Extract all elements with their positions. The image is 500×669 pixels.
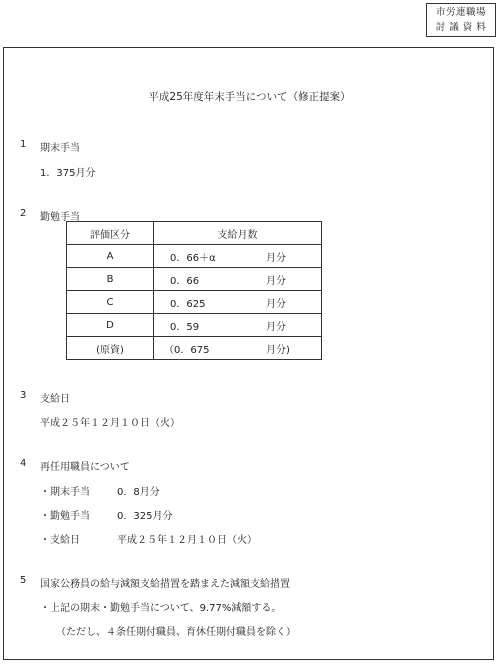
reemployed-item-3-label: ・支給日 — [40, 535, 80, 546]
section-3-body: 平成２５年１２月１０日（火） — [40, 418, 180, 429]
section-4-number: 4 — [20, 458, 27, 469]
reemployed-item-3-value: 平成２５年１２月１０日（火） — [117, 535, 257, 546]
reemployed-item-1-value: 0．8月分 — [117, 487, 160, 498]
reduction-line-1: ・上記の期末・勤勉手当について、9.77%減額する。 — [40, 603, 282, 614]
grade-cell: A — [67, 245, 154, 268]
section-1-body: 1．375月分 — [40, 168, 96, 179]
table-row — [67, 245, 322, 268]
months-value: 0．66＋α — [170, 252, 216, 264]
section-2-heading: 勤勉手当 — [40, 212, 80, 223]
reemployed-item-1-label: ・期末手当 — [40, 487, 90, 498]
months-value: 0．625 — [170, 298, 206, 310]
discussion-material-stamp — [426, 3, 496, 37]
section-5-number: 5 — [20, 575, 27, 586]
section-1-heading: 期末手当 — [40, 143, 80, 154]
months-cell — [154, 291, 322, 314]
months-cell — [154, 337, 322, 360]
table-row — [67, 337, 322, 360]
months-value: 0．59 — [170, 321, 200, 333]
table-row — [67, 268, 322, 291]
table-row — [67, 314, 322, 337]
months-unit: 月分 — [266, 321, 286, 333]
grade-cell: D — [67, 314, 154, 337]
document-title: 平成25年度年末手当について（修正提案） — [148, 91, 351, 103]
stamp-line-1: 市労連職場 — [435, 7, 486, 18]
reduction-line-2: （ただし、４条任期付職員、育休任期付職員を除く） — [56, 627, 296, 638]
months-cell — [154, 245, 322, 268]
months-unit: 月分 — [266, 298, 286, 310]
grade-column-header: 評価区分 — [67, 222, 154, 245]
stamp-line-2: 討 議 資 料 — [435, 22, 487, 33]
document-frame — [3, 47, 494, 660]
grade-cell: C — [67, 291, 154, 314]
months-cell — [154, 268, 322, 291]
grade-cell: (原資) — [67, 337, 154, 360]
section-3-heading: 支給日 — [40, 394, 70, 405]
table-header-row — [67, 222, 322, 245]
section-4-heading: 再任用職員について — [40, 462, 130, 473]
months-unit: 月分 — [266, 275, 286, 287]
section-3-number: 3 — [20, 390, 27, 401]
months-value: 0．66 — [170, 275, 200, 287]
section-5-heading: 国家公務員の給与減額支給措置を踏まえた減額支給措置 — [40, 579, 290, 590]
table-row — [67, 291, 322, 314]
months-cell — [154, 314, 322, 337]
section-2-number: 2 — [20, 208, 27, 219]
reemployed-item-2-value: 0．325月分 — [117, 511, 173, 522]
months-value: （0．675 — [164, 344, 210, 356]
grade-cell: B — [67, 268, 154, 291]
months-unit: 月分) — [266, 344, 290, 356]
months-column-header: 支給月数 — [154, 222, 322, 245]
section-1-number: 1 — [20, 139, 27, 150]
months-unit: 月分 — [266, 252, 286, 264]
reemployed-item-2-label: ・勤勉手当 — [40, 511, 90, 522]
diligence-allowance-table — [66, 221, 322, 360]
